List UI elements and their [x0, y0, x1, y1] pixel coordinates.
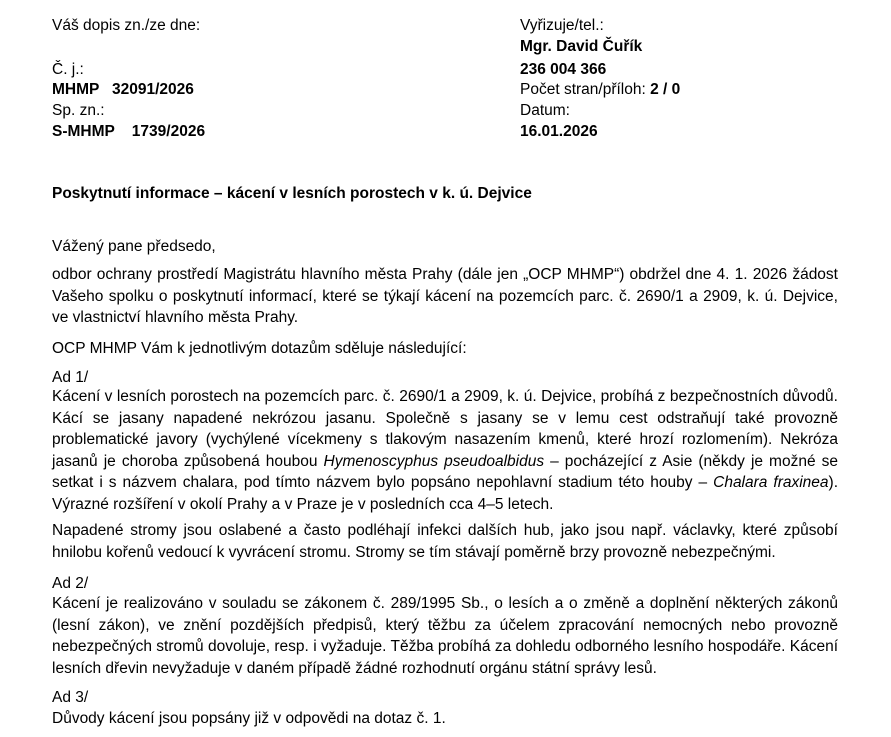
date-value: 16.01.2026	[520, 123, 598, 140]
ad2-label: Ad 2/	[52, 575, 89, 592]
reference-number-value: MHMP 32091/2026	[52, 81, 194, 98]
handled-by-label: Vyřizuje/tel.:	[520, 17, 604, 34]
page-count-label: Počet stran/příloh:	[520, 81, 646, 98]
file-mark-label: Sp. zn.:	[52, 102, 105, 119]
ad3-label: Ad 3/	[52, 689, 89, 706]
ad1-text-part-c: ). Výrazné rozšíření v okolí Prahy a v Praze je v posledních cca 4–5 letech.	[52, 474, 839, 513]
intro-paragraph: odbor ochrany prostředí Magistrátu hlavního města Prahy (dále jen „OCP MHMP“) obdržel dne 4. 1. 2026 žádost Vašeho spolku o poskytnutí informací, které se týkají kácení na pozemcích parc. č. 2690/1 a 2909, k. ú. Dejvice, ve vlastnictví hlavního města Prahy.	[52, 266, 838, 326]
phone-number: 236 004 366	[520, 61, 607, 78]
ad1-stadium-name: Chalara fraxinea	[713, 474, 829, 491]
handled-by-name: Mgr. David Čuřík	[520, 38, 643, 55]
ad1-label: Ad 1/	[52, 369, 89, 386]
page-count-value: 2 / 0	[650, 81, 681, 98]
ad1-species-name: Hymenoscyphus pseudoalbidus	[323, 452, 545, 470]
ad3-paragraph: Důvody kácení jsou popsány již v odpovědi na dotaz č. 1.	[52, 710, 446, 727]
ad1-paragraph-1	[52, 386, 838, 515]
ad1-paragraph-2: Napadené stromy jsou oslabené a často podléhají infekci dalších hub, jako jsou např. václavky, které způsobí hnilobu kořenů vedoucí k vyvrácení stromu. Stromy se tím stávají poměrně brzy provozně nebezpečnými.	[52, 522, 838, 561]
ad1-text-part-a: Kácení v lesních porostech na pozemcích parc. č. 2690/1 a 2909, k. ú. Dejvice, probíhá z bezpečnostních důvodů. Kácí se jasany napadené nekrózou jasanu. Společně s jasany se v lemu cest odstraňují také provozně problematické javory (vychýlené vícekmeny s tlakovým nasazením kmenů, které hrozí rozlomením). Nekróza jasanů je choroba způsobená houbou	[52, 388, 838, 470]
intro-answers-line: OCP MHMP Vám k jednotlivým dotazům sděluje následující:	[52, 340, 467, 357]
your-letter-label: Váš dopis zn./ze dne:	[52, 17, 201, 34]
file-mark-value: S-MHMP 1739/2026	[52, 123, 206, 140]
ad1-text-part-b: – pocházející z Asie (někdy je možné se setkat i s názvem chalara, pod tímto názvem bylo popsáno nepohlavní stadium této houby –	[52, 452, 838, 491]
letter-subject: Poskytnutí informace – kácení v lesních porostech v k. ú. Dejvice	[52, 185, 532, 202]
reference-number-label: Č. j.:	[52, 61, 84, 78]
ad2-paragraph: Kácení je realizováno v souladu se zákonem č. 289/1995 Sb., o lesích a o změně a doplnění některých zákonů (lesní zákon), ve znění pozdějších předpisů, který těžbu za účelem zpracování nemocných nebo provozně nebezpečných stromů dovoluje, resp. i vyžaduje. Těžba probíhá za dohledu odborného lesního hospodáře. Kácení lesních dřevin nevyžaduje v daném případě žádné rozhodnutí orgánu státní správy lesů.	[52, 595, 838, 677]
date-label: Datum:	[520, 102, 570, 119]
salutation: Vážený pane předsedo,	[52, 238, 216, 255]
page-count	[520, 80, 680, 100]
